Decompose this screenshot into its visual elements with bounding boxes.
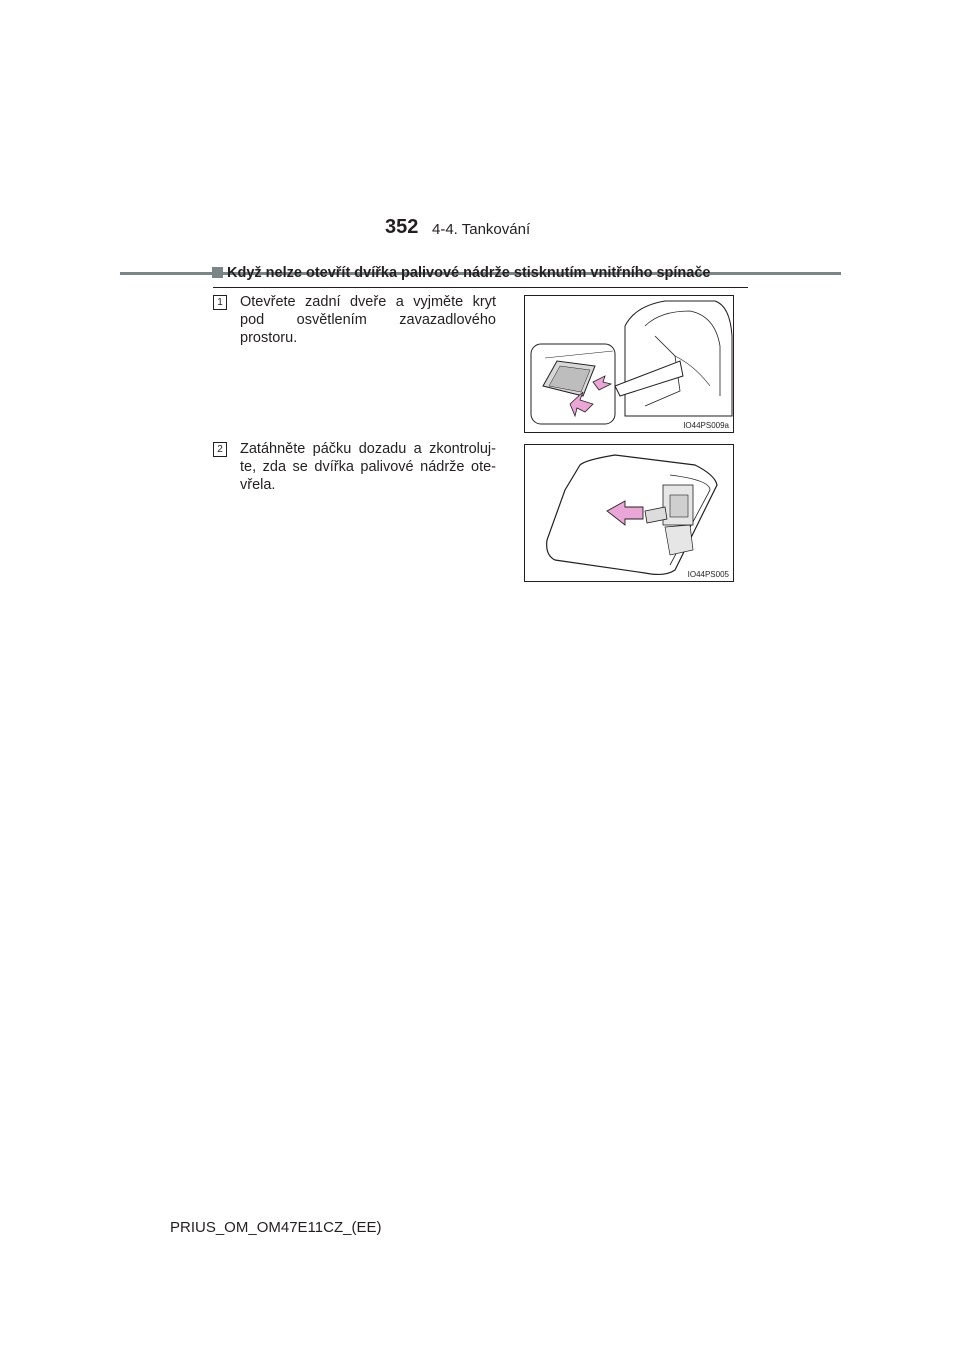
- step-text-1: Otevřete zadní dveře a vyjměte kryt pod osvětlením zavazadlového prostoru.: [240, 294, 496, 346]
- figure-trunk-light-cover: [524, 295, 734, 433]
- figure-code-1: IO44PS009a: [683, 421, 729, 430]
- step-number-2: 2: [213, 442, 227, 457]
- page-number: 352: [385, 216, 419, 238]
- trunk-illustration: [525, 296, 733, 432]
- subheading-rule: [213, 287, 748, 288]
- figure-fuel-lever: [524, 444, 734, 582]
- section-title: 4-4. Tankování: [432, 221, 531, 238]
- square-bullet-icon: [212, 267, 223, 278]
- subheading-text: Když nelze otevřít dvířka palivové nádrže stisknutím vnitřního spínače: [227, 265, 711, 281]
- step-text-2: Zatáhněte páčku dozadu a zkontroluj-te, zda se dvířka palivové nádrže ote-vřela.: [240, 441, 496, 493]
- figure-code-2: IO44PS005: [687, 570, 729, 579]
- fuel-door-lever-illustration: [525, 445, 733, 581]
- subheading: [212, 265, 710, 281]
- footer-document-id: PRIUS_OM_OM47E11CZ_(EE): [170, 1219, 382, 1236]
- step-number-1: 1: [213, 295, 227, 310]
